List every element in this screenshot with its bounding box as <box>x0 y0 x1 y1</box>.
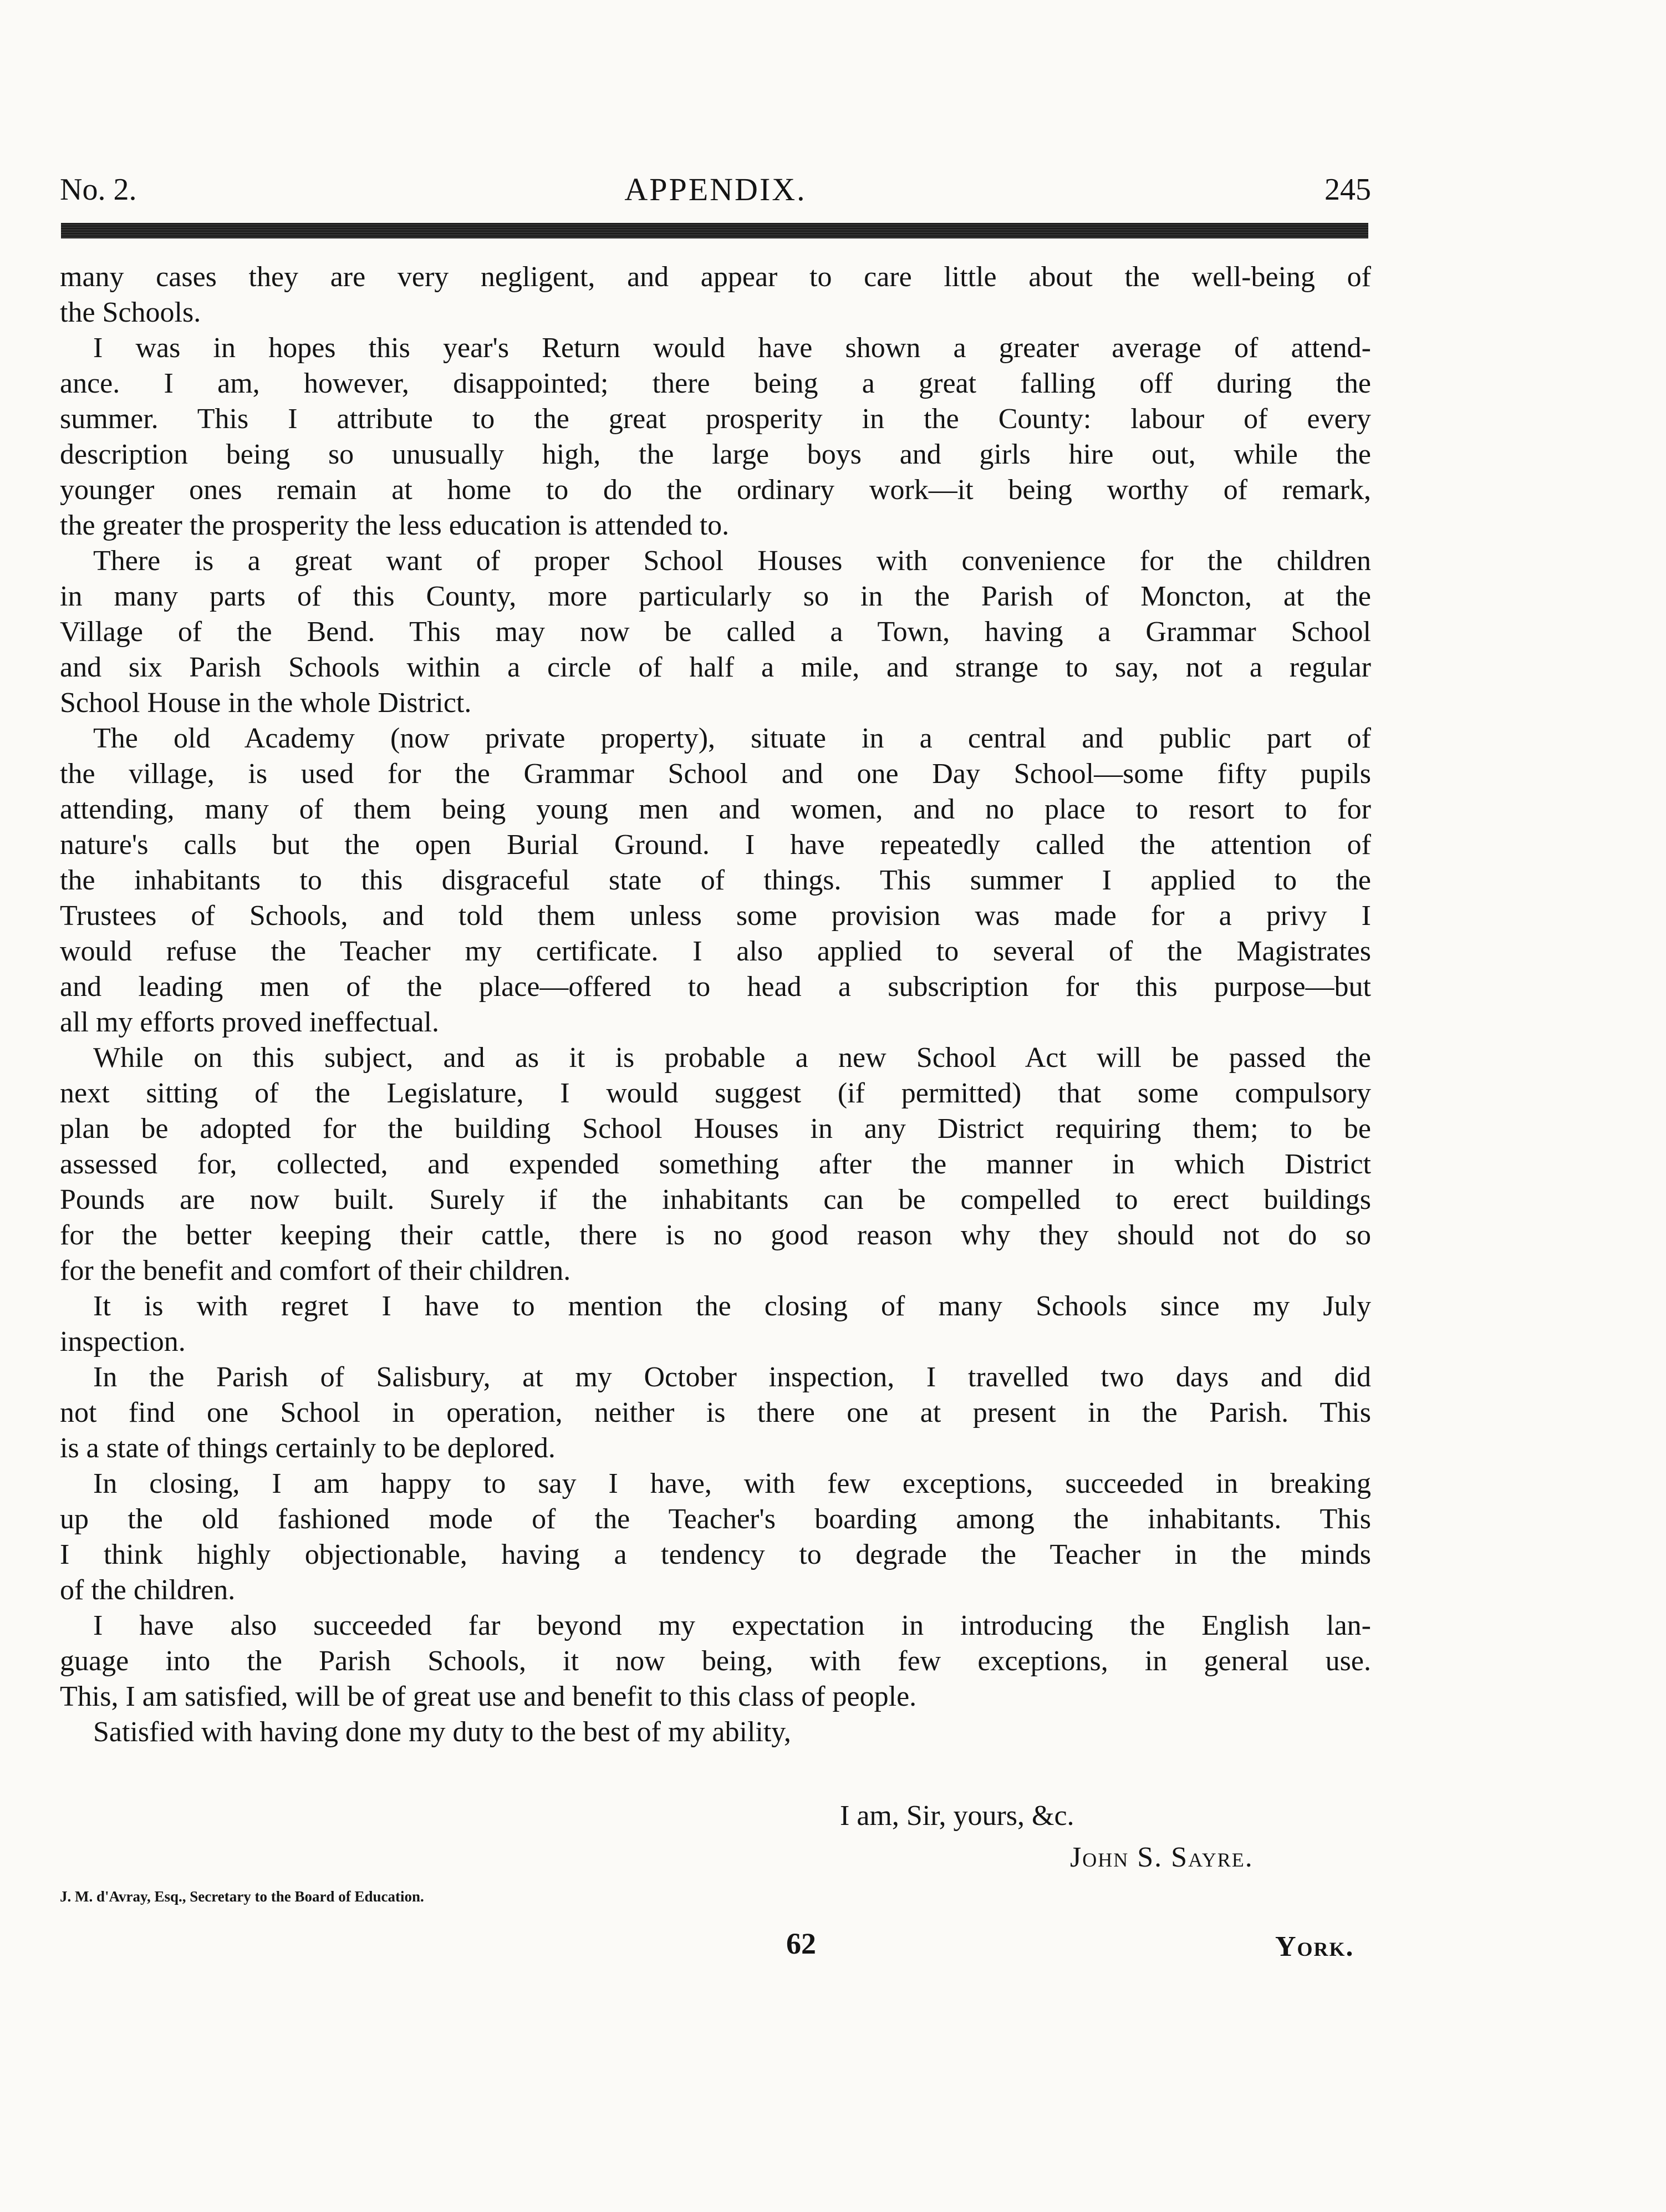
text-line: Village of the Bend. This may now be called a Town, having a Grammar School <box>60 616 1371 648</box>
text-line: guage into the Parish Schools, it now being, with few exceptions, in general use. <box>60 1645 1371 1677</box>
text-line: ance. I am, however, disappointed; there being a great falling off during the <box>60 368 1371 399</box>
signature: John S. Sayre. <box>1070 1842 1254 1873</box>
text-line: There is a great want of proper School Houses with convenience for the children <box>93 545 1371 577</box>
text-line: younger ones remain at home to do the ordinary work—it being worthy of remark, <box>60 474 1371 506</box>
text-line: the Schools. <box>60 297 201 328</box>
text-line: School House in the whole District. <box>60 687 472 719</box>
text-line: description being so unusually high, the large boys and girls hire out, while the <box>60 439 1371 470</box>
text-line: The old Academy (now private property), situate in a central and public part of <box>93 723 1371 754</box>
page-header <box>60 167 1371 212</box>
text-line: not find one School in operation, neither is there one at present in the Parish. This <box>60 1397 1371 1428</box>
text-line: In closing, I am happy to say I have, with few exceptions, succeeded in breaking <box>93 1468 1371 1499</box>
text-line: for the better keeping their cattle, there is no good reason why they should not do so <box>60 1219 1371 1251</box>
text-line: Pounds are now built. Surely if the inhabitants can be compelled to erect buildings <box>60 1184 1371 1216</box>
text-line: the village, is used for the Grammar School and one Day School—some fifty pupils <box>60 758 1371 790</box>
text-line: and six Parish Schools within a circle of half a mile, and strange to say, not a regular <box>60 652 1371 683</box>
text-line: inspection. <box>60 1326 186 1357</box>
footer-county: York. <box>1275 1931 1354 1962</box>
text-line: It is with regret I have to mention the closing of many Schools since my July <box>93 1290 1371 1322</box>
text-line: nature's calls but the open Burial Ground. I have repeatedly called the attention of <box>60 829 1371 861</box>
text-line: next sitting of the Legislature, I would suggest (if permitted) that some compulsory <box>60 1077 1371 1109</box>
text-line: of the children. <box>60 1574 236 1606</box>
header-rule <box>61 223 1368 238</box>
text-line: the greater the prosperity the less education is attended to. <box>60 510 730 541</box>
text-line: I have also succeeded far beyond my expectation in introducing the English lan- <box>93 1610 1371 1641</box>
text-line: I was in hopes this year's Return would have shown a greater average of attend- <box>93 332 1371 364</box>
text-line: I think highly objectionable, having a tendency to degrade the Teacher in the minds <box>60 1539 1371 1570</box>
text-line: is a state of things certainly to be deplored. <box>60 1432 556 1464</box>
text-line: In the Parish of Salisbury, at my October inspection, I travelled two days and did <box>93 1361 1371 1393</box>
letter-body <box>60 260 1371 1750</box>
letter-closing: I am, Sir, yours, &c. <box>840 1800 1074 1832</box>
page-number: 245 <box>1324 172 1371 207</box>
text-line: all my efforts proved ineffectual. <box>60 1006 439 1038</box>
text-line: plan be adopted for the building School Houses in any District requiring them; to be <box>60 1113 1371 1145</box>
text-line: up the old fashioned mode of the Teacher's boarding among the inhabitants. This <box>60 1503 1371 1535</box>
text-line: in many parts of this County, more particularly so in the Parish of Moncton, at the <box>60 581 1371 612</box>
text-line: summer. This I attribute to the great prosperity in the County: labour of every <box>60 403 1371 435</box>
text-line: Satisfied with having done my duty to the best of my ability, <box>93 1716 791 1748</box>
text-line: for the benefit and comfort of their children. <box>60 1255 571 1286</box>
text-line: the inhabitants to this disgraceful state of things. This summer I applied to the <box>60 865 1371 896</box>
section-title: APPENDIX. <box>624 171 807 207</box>
footer-page-number: 62 <box>786 1927 816 1960</box>
text-line: assessed for, collected, and expended something after the manner in which District <box>60 1148 1371 1180</box>
text-line: would refuse the Teacher my certificate. I also applied to several of the Magistrates <box>60 935 1371 967</box>
text-line: Trustees of Schools, and told them unless some provision was made for a privy I <box>60 900 1371 932</box>
text-line: many cases they are very negligent, and appear to care little about the well-being of <box>60 261 1371 293</box>
text-line: This, I am satisfied, will be of great use and benefit to this class of people. <box>60 1681 917 1712</box>
text-line: While on this subject, and as it is probable a new School Act will be passed the <box>93 1042 1371 1074</box>
text-line: and leading men of the place—offered to head a subscription for this purpose—but <box>60 971 1371 1003</box>
document-number: No. 2. <box>60 172 137 207</box>
addressee-line: J. M. d'Avray, Esq., Secretary to the Board of Education. <box>60 1888 424 1905</box>
text-line: attending, many of them being young men and women, and no place to resort to for <box>60 794 1371 825</box>
